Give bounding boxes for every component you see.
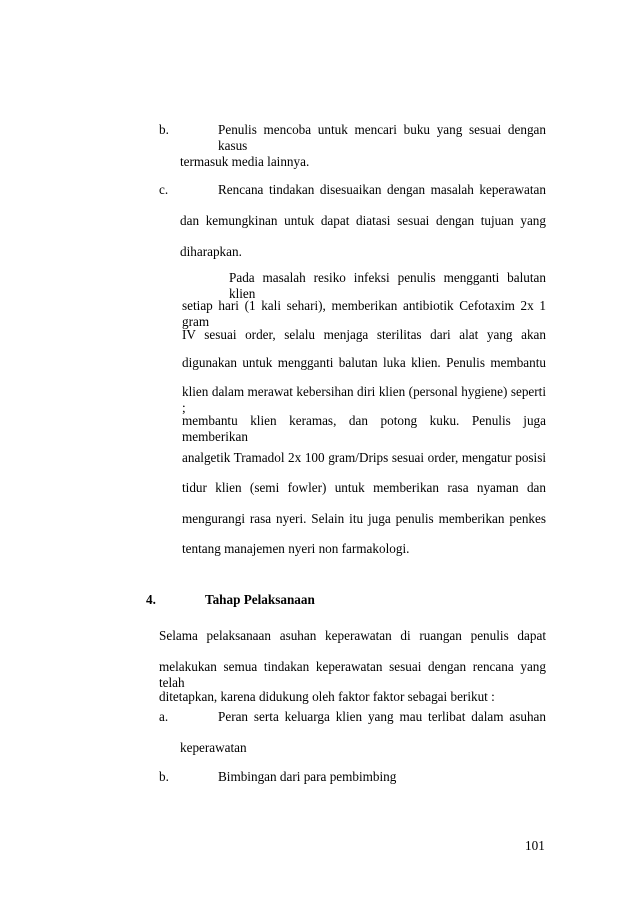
list-marker-b: b. xyxy=(159,769,169,784)
paragraph-line: klien dalam merawat kebersihan diri klien (personal hygiene) seperti ; xyxy=(182,384,546,415)
section-title: Tahap Pelaksanaan xyxy=(205,592,315,607)
list-marker-a: a. xyxy=(159,709,169,724)
list-item-c-line: dan kemungkinan untuk dapat diatasi sesuai dengan tujuan yang xyxy=(180,213,546,228)
paragraph-line: membantu klien keramas, dan potong kuku. Penulis juga memberikan xyxy=(182,413,546,444)
paragraph-line: tidur klien (semi fowler) untuk memberikan rasa nyaman dan xyxy=(182,480,546,495)
section-number: 4. xyxy=(146,592,156,607)
paragraph-line: analgetik Tramadol 2x 100 gram/Drips sesuai order, mengatur posisi xyxy=(182,450,546,465)
paragraph-line: Selama pelaksanaan asuhan keperawatan di ruangan penulis dapat xyxy=(159,628,546,643)
list-marker-c: c. xyxy=(159,182,169,197)
list-item-b-line: Bimbingan dari para pembimbing xyxy=(218,769,397,784)
list-item-b-line: termasuk media lainnya. xyxy=(180,154,310,169)
paragraph-line: IV sesuai order, selalu menjaga sterilitas dari alat yang akan xyxy=(182,327,546,342)
paragraph-line: ditetapkan, karena didukung oleh faktor faktor sebagai berikut : xyxy=(159,689,495,704)
paragraph-line: melakukan semua tindakan keperawatan sesuai dengan rencana yang telah xyxy=(159,659,546,690)
list-marker-b: b. xyxy=(159,122,169,137)
paragraph-line: tentang manajemen nyeri non farmakologi. xyxy=(182,541,410,556)
paragraph-line: Pada masalah resiko infeksi penulis mengganti balutan klien xyxy=(229,270,546,301)
list-item-a-line: keperawatan xyxy=(180,740,247,755)
list-item-c-line: Rencana tindakan disesuaikan dengan masalah keperawatan xyxy=(218,182,546,197)
paragraph-line: mengurangi rasa nyeri. Selain itu juga penulis memberikan penkes xyxy=(182,511,546,526)
paragraph-line: setiap hari (1 kali sehari), memberikan antibiotik Cefotaxim 2x 1 gram xyxy=(182,298,546,329)
list-item-a-line: Peran serta keluarga klien yang mau terlibat dalam asuhan xyxy=(218,709,546,724)
list-item-c-line: diharapkan. xyxy=(180,244,242,259)
page-number: 101 xyxy=(525,838,545,853)
paragraph-line: digunakan untuk mengganti balutan luka klien. Penulis membantu xyxy=(182,355,546,370)
list-item-b-line: Penulis mencoba untuk mencari buku yang sesuai dengan kasus xyxy=(218,122,546,153)
